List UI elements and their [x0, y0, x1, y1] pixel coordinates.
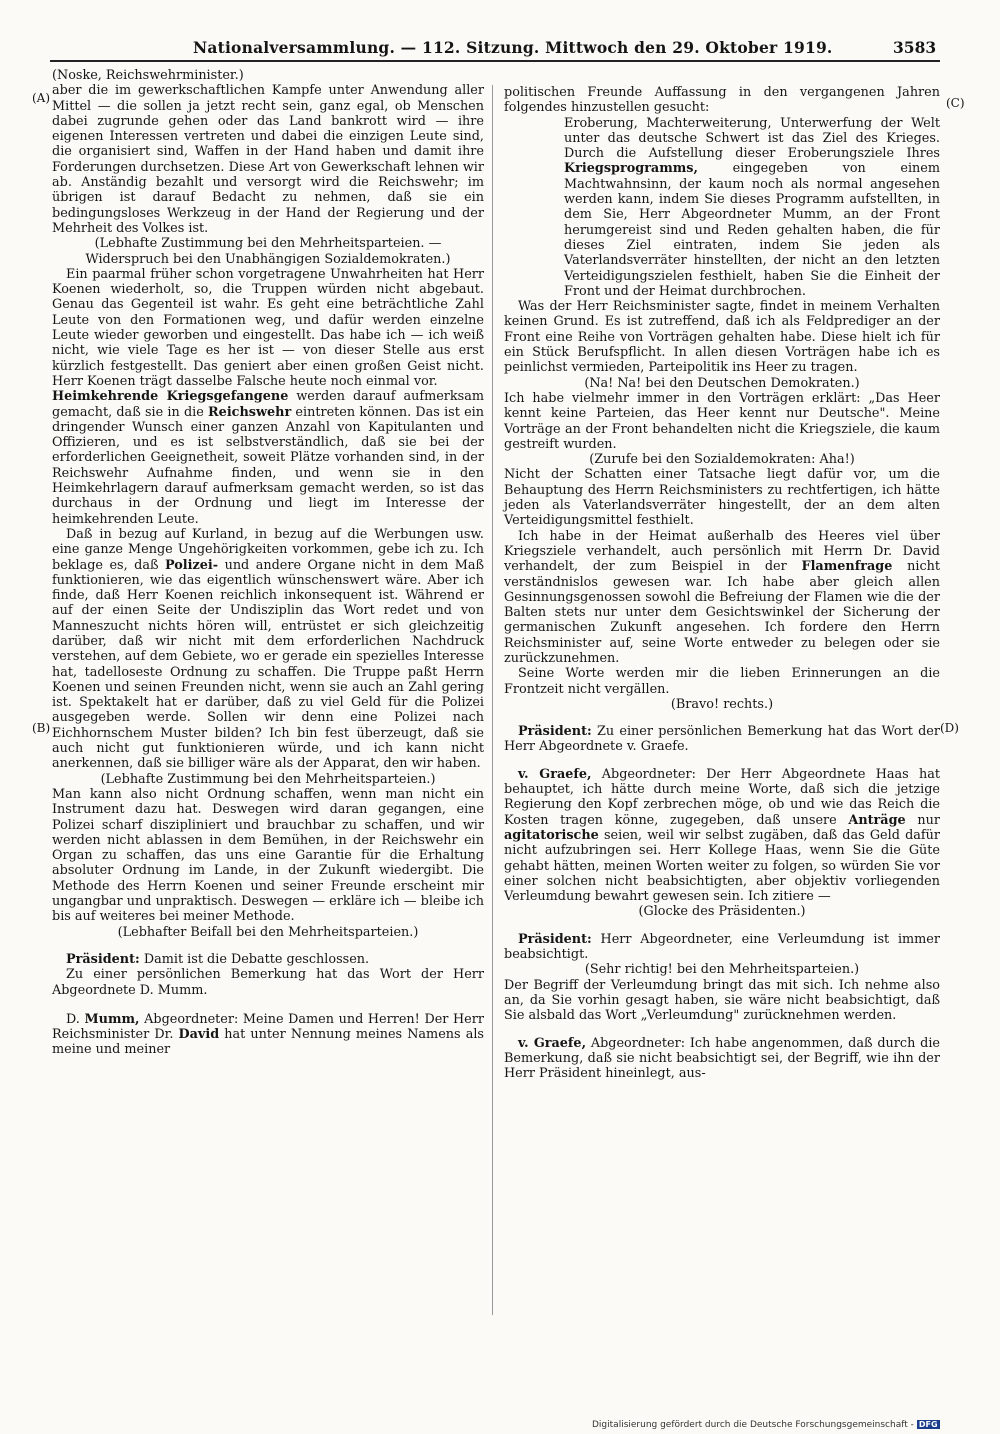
speaker-paragraph	[52, 952, 484, 967]
paragraph: Nicht der Schatten einer Tatsache liegt dafür vor, um die Behauptung des Herrn Reichsministers zu rechtfertigen, ich hätte jeden als Vaterlandsverräter hingestellt, der an dem alten Verteidigungsmittel festhielt.	[504, 467, 940, 529]
column-divider	[492, 85, 493, 1315]
speaker-paragraph	[504, 1036, 940, 1082]
interjection: (Glocke des Präsidenten.)	[638, 904, 806, 920]
paragraph: Zu einer persönlichen Bemerkung hat das Wort der Herr Abgeordnete D. Mumm.	[52, 967, 484, 998]
speaker-paragraph	[504, 767, 940, 905]
speaker-paragraph	[504, 724, 940, 755]
text-run: werden darauf aufmerksam gemacht, daß sie in die	[52, 389, 484, 420]
keyword: agitatorische	[504, 827, 599, 843]
text-run: D.	[66, 1011, 85, 1027]
paragraph	[52, 527, 484, 772]
paragraph: Der Begriff der Verleumdung bringt das mit sich. Ich nehme also an, da Sie vorhin gesagt haben, sie wäre nicht beabsichtigt, daß Sie alsbald das Wort „Verleumdung" zurücknehmen werden.	[504, 977, 940, 1024]
text-run: Abgeordneter: Der Herr Abgeordnete Haas hat behauptet, ich hätte durch meine Worte, daß sich die jetzige Regierung den Kopf zerbrechen möge, ob und wie das Reich die Kosten tragen könne, zugegeben, daß unsere	[504, 766, 940, 828]
paragraph: aber die im gewerkschaftlichen Kampfe unter Anwendung aller Mittel — die sollen ja jetzt recht sein, ganz egal, ob Menschen dabei zugrunde gehen oder das Land bankrott wird — ihre eigenen Interessen vertreten und dabei die einzigen Leute sind, die organisiert sind, Waffen in der Hand haben und damit ihre Forderungen durchsetzen. Diese Art von Gewerkschaft lehnen wir ab. Anständig bezahlt und versorgt wird die Reichswehr; im übrigen ist darauf Bedacht zu nehmen, daß sie ein bedingungsloses Werkzeug in der Hand der Regierung und der Mehrheit des Volkes ist.	[52, 83, 484, 236]
interjection: (Bravo! rechts.)	[670, 696, 774, 712]
text-run: Ich habe in der Heimat außerhalb des Heeres viel über Kriegsziele verhandelt, auch persönlich mit Herrn Dr. David verhandelt, der zum Beispiel in der	[504, 528, 940, 575]
text-run: Damit ist die Debatte geschlossen.	[139, 951, 370, 967]
keyword: David	[178, 1027, 220, 1043]
text-run: Herr Abgeordneter, eine Verleumdung ist immer beabsichtigt.	[504, 931, 940, 963]
paragraph	[504, 529, 940, 667]
speaker-name: Mumm,	[84, 1011, 140, 1027]
paragraph: Seine Worte werden mir die lieben Erinnerungen an die Frontzeit nicht vergällen.	[504, 666, 940, 697]
right-column	[504, 85, 940, 1081]
text-run: Abgeordneter: Ich habe angenommen, daß durch die Bemerkung, daß sie nicht beabsichtigt sei, der Begriff, wie ihn der Herr Präsident hineinlegt, aus-	[504, 1035, 941, 1082]
margin-marker-c: (C)	[946, 96, 965, 110]
paragraph: Ich habe vielmehr immer in den Vorträgen erklärt: „Das Heer kennt keine Parteien, das Heer kennt nur Deutsche". Meine Vorträge an der Front behandelten nicht die Kriegsziele, die kaum gestreift wurden.	[504, 390, 940, 452]
margin-marker-b: (B)	[32, 721, 51, 735]
keyword: Reichswehr	[208, 404, 292, 420]
keyword: Flamenfrage	[801, 559, 893, 575]
speaker-continuation: (Noske, Reichswehrminister.)	[52, 68, 244, 83]
text-run: Abgeordneter: Meine Damen und Herren! Der Herr Reichsminister Dr.	[52, 1011, 484, 1043]
dfg-logo: DFG	[918, 1420, 938, 1429]
paragraph: Ein paarmal früher schon vorgetragene Unwahrheiten hat Herr Koenen wiederholt, so, die Truppen würden nicht abgebaut. Genau das Gegenteil ist wahr. Es geht eine beträchtliche Zahl Leute von den Formationen weg, und dafür werden einzelne Leute wieder geworben und eingestellt. Das habe ich — ich weiß nicht, wie viele Tage es her ist — von dieser Stelle aus erst kürzlich festgestellt. Das geniert aber einen großen Geist nicht. Herr Koenen trägt dasselbe Falsche heute noch einmal vor.	[52, 266, 484, 389]
paragraph: Was der Herr Reichsminister sagte, findet in meinem Verhalten keinen Grund. Es ist zutreffend, daß ich als Feldprediger an der Front eine Reihe von Vorträgen gehalten habe. Diese hielt ich für ein Stück Berufspflicht. In allen diesen Vorträgen habe ich es peinlichst vermieden, Parteipolitik ins Heer zu tragen.	[504, 299, 940, 376]
paragraph: Man kann also nicht Ordnung schaffen, wenn man nicht ein Instrument dazu hat. Deswegen wird daran gegangen, eine Polizei scharf diszipliniert und brauchbar zu schaffen, und wir werden nicht ablassen in dem Bemühen, in der Reichswehr ein Organ zu schaffen, das uns eine Garantie für die Erhaltung absoluter Ordnung im Lande, in der Zukunft wiedergibt. Die Methode des Herrn Koenen und seiner Freunde erscheint mir ungangbar und unpraktisch. Deswegen — erkläre ich — bleibe ich bis auf weiteres bei meiner Methode.	[52, 786, 484, 925]
text-run: Zu einer persönlichen Bemerkung hat das Wort der Herr Abgeordnete v. Graefe.	[504, 724, 940, 755]
speaker-name: v. Graefe,	[518, 766, 592, 782]
interjection: (Lebhafte Zustimmung bei den Mehrheitsparteien. — Widerspruch bei den Unabhängigen Sozialdemokraten.)	[85, 236, 451, 267]
block-quote	[564, 116, 940, 300]
margin-marker-a: (A)	[32, 91, 51, 105]
keyword: Polizei-	[164, 557, 219, 573]
left-column	[52, 68, 484, 1058]
digitization-footer	[592, 1420, 940, 1430]
text-run: seien, weil wir selbst zugäben, daß das Geld dafür nicht aufzubringen sei. Herr Kollege Haas, wenn Sie die Güte gehabt hätten, meinen Worten weiter zu folgen, so würden Sie vor einer solchen nicht beabsichtigten, aber objektiv vorliegenden Verleumdung bewahrt gewesen sein. Ich zitiere —	[504, 827, 940, 905]
text-run: hat unter Nennung meines Namens als meine und meiner	[52, 1027, 484, 1058]
text-run: eintreten können. Das ist ein dringender Wunsch einer ganzen Anzahl von Kapitulanten und Offizieren, und es ist selbstverständlich, daß sie bei der erforderlichen Geeignetheit, soweit Plätze vorhanden sind, in der Reichswehr Aufnahme finden, und wenn sie in den Heimkehrlagern darauf aufmerksam gemacht werden, so ist das durchaus in der Ordnung und liegt im Interesse der heimkehrenden Leute.	[52, 404, 484, 527]
speaker-name: v. Graefe,	[518, 1035, 587, 1051]
interjection: (Zurufe bei den Sozialdemokraten: Aha!)	[589, 452, 855, 468]
text-run: nur	[905, 812, 940, 828]
interjection: (Lebhafter Beifall bei den Mehrheitsparteien.)	[117, 924, 419, 940]
interjection: (Na! Na! bei den Deutschen Demokraten.)	[584, 375, 860, 391]
text-run: eingegeben von einem Machtwahnsinn, der kaum noch als normal angesehen werden kann, indem Sie dieses Programm aufstellten, in dem Sie, Herr Abgeordneter Mumm, an der Front herumgereist sind und Reden gehalten haben, die für dieses Ziel eintraten, indem Sie jeden als Vaterlandsverräter hinstellten, der nicht an den letzten Verteidigungszielen festhielt, haben Sie die Einheit der Front und der Heimat durchbrochen.	[564, 161, 940, 299]
interjection: (Lebhafte Zustimmung bei den Mehrheitsparteien.)	[100, 771, 436, 787]
interjection: (Sehr richtig! bei den Mehrheitsparteien.)	[584, 962, 860, 978]
paragraph: politischen Freunde Auffassung in den vergangenen Jahren folgendes hinzustellen gesucht:	[504, 85, 940, 116]
keyword: Kriegsprogramms,	[564, 161, 698, 177]
header-rule	[50, 60, 940, 62]
text-run: und andere Organe nicht in dem Maß funktionieren, wie das eigentlich wünschenswert wäre. Aber ich finde, daß Herr Koenen reichlich inkonsequent ist. Während er auf der einen Seite der Undisziplin das Wort redet und von Manneszucht nichts hören will, entrüstet er sich gleichzeitig darüber, daß wir nicht mit dem erforderlichen Nachdruck verstehen, auf dem Gebiete, wo er gerade ein spezielles Interesse hat, tadelloseste Ordnung zu schaffen. Die Truppe paßt Herrn Koenen und seinen Freunden nicht, wenn sie auch an Zahl gering ist. Spektakelt hat er darüber, daß zu viel Geld für die Polizei ausgegeben werde. Sollen wir denn eine Polizei nach Eichhornschem Muster bilden? Ich bin fest überzeugt, daß sie auch nicht gut funktionieren würde, und ich kann nicht anerkennen, daß sie billiger wäre als der Apparat, den wir haben.	[52, 557, 484, 772]
keyword: Heimkehrende Kriegsgefangene	[52, 389, 289, 405]
speaker-paragraph	[52, 1012, 484, 1058]
speaker-name: Präsident:	[66, 951, 140, 967]
speaker-name: Präsident:	[518, 931, 592, 947]
margin-marker-d: (D)	[940, 721, 959, 735]
text-run: Daß in bezug auf Kurland, in bezug auf die Werbungen usw. eine ganze Menge Ungehörigkeiten vorkommen, gebe ich zu. Ich beklage es, daß	[52, 526, 484, 573]
page-header: Nationalversammlung. — 112. Sitzung. Mittwoch den 29. Oktober 1919.	[193, 38, 833, 57]
keyword: Anträge	[848, 812, 906, 828]
footer-text: Digitalisierung gefördert durch die Deutsche Forschungsgemeinschaft -	[592, 1420, 914, 1430]
page-number: 3583	[893, 38, 937, 57]
speaker-name: Präsident:	[518, 724, 592, 740]
speaker-paragraph	[504, 932, 940, 963]
paragraph	[52, 389, 484, 527]
text-run: nicht verständnislos gewesen war. Ich habe aber gleich allen Gesinnungsgenossen sowohl die Befreiung der Flamen wie die der Balten stets nur unter dem Gesichtswinkel der Sicherung der germanischen Zukunft angesehen. Ich fordere den Herrn Reichsminister auf, seine Worte entweder zu belegen oder sie zurückzunehmen.	[504, 559, 940, 666]
text-run: Eroberung, Machterweiterung, Unterwerfung der Welt unter das deutsche Schwert ist das Ziel des Krieges. Durch die Aufstellung dieser Eroberungsziele Ihres	[564, 115, 940, 162]
